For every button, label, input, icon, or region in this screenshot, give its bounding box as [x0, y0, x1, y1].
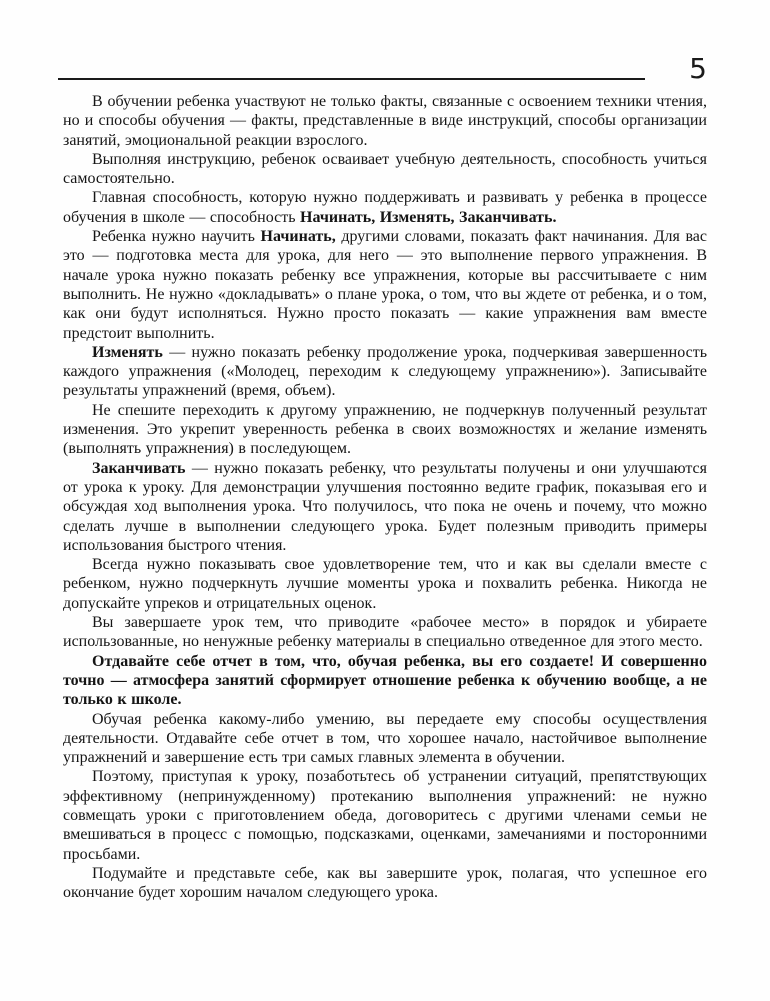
text-run: — нужно показать ребенку продолжение урока, подчеркивая завершенность каждого упражнения («Молодец, переходим к следующему упражнению»). Записывайте результаты упражнений (время, объем).	[63, 343, 707, 400]
paragraph	[63, 652, 707, 710]
paragraph	[63, 227, 707, 343]
page-number: 5	[689, 52, 707, 85]
text-run: Вы завершаете урок тем, что приводите «рабочее место» в порядок и убираете использованные, но ненужные ребенку материалы в специально отведенное для этого место.	[63, 614, 707, 651]
paragraph	[63, 767, 707, 863]
bold-text-run: Начинать,	[260, 228, 336, 246]
text-run: Всегда нужно показывать свое удовлетворение тем, что и как вы сделали вместе с ребенком, нужно подчеркнуть лучшие моменты урока и похвалить ребенка. Никогда не допускайте упреков и отрицательных оценок.	[63, 556, 707, 612]
paragraph	[63, 401, 707, 459]
text-run: Подумайте и представьте себе, как вы завершите урок, полагая, что успешное его окончание будет хорошим началом следующего урока.	[63, 864, 707, 902]
text-run: другими словами, показать факт начинания. Для вас это — подготовка места для урока, для него — это выполнение первого упражнения. В начале урока нужно показать ребенку все упражнения, которые вы рассчитываете с ним выполнить. Не нужно «докладывать» о плане урока, о том, что вы ждете от ребенка, и о том, как они будут исполняться. Нужно просто показать — какие упражнения вам вместе предстоит выполнить.	[63, 228, 708, 342]
header-rule	[58, 78, 645, 80]
paragraph	[63, 613, 707, 652]
paragraph	[63, 555, 707, 613]
bold-text-run: Изменять	[92, 343, 163, 361]
text-run: Обучая ребенка какому-либо умению, вы передаете ему способы осуществления деятельности. Отдавайте себе отчет в том, что хорошее начало, настойчивое выполнение упражнений и завершение есть три самых главных элемента в обучении.	[63, 710, 707, 767]
text-run: Поэтому, приступая к уроку, позаботьтесь об устранении ситуаций, препятствующих эффективному (непринужденному) протеканию выполнения упражнений: не нужно совмещать уроки с приготовлением обеда, договоритесь с другими членами семьи не вмешиваться в процесс с помощью, подсказками, оценками, замечаниями и посторонними просьбами.	[63, 768, 707, 863]
bold-text-run: Отдавайте себе отчет в том, что, обучая ребенка, вы его создаете! И совершенно точно — атмосфера занятий сформирует отношение ребенка к обучению вообще, а не только к школе.	[63, 652, 707, 709]
text-run: Главная способность, которую нужно поддерживать и развивать у ребенка в процессе обучения в школе — способность	[63, 189, 707, 226]
text-run: Выполняя инструкцию, ребенок осваивает учебную деятельность, способность учиться самостоятельно.	[63, 150, 707, 188]
bold-text-run: Начинать, Изменять, Заканчивать.	[300, 208, 557, 226]
text-run: — нужно показать ребенку, что результаты получены и они улучшаются от урока к уроку. Для демонстрации улучшения постоянно ведите график, показывая его и обсуждая ход выполнения урока. Что получилось, что пока не очень и почему, что можно сделать лучше в выполнении следующего урока. Будет полезным приводить примеры использования быстрого чтения.	[63, 459, 707, 554]
paragraph	[63, 710, 707, 768]
paragraph	[63, 343, 707, 401]
text-run: Не спешите переходить к другому упражнению, не подчеркнув полученный результат изменения. Это укрепит уверенность ребенка в своих возможностях и желание изменять (выполнять упражнения) в последующем.	[63, 401, 707, 458]
bold-text-run: Заканчивать	[92, 459, 186, 477]
paragraph	[63, 150, 707, 189]
paragraph	[63, 92, 707, 150]
text-run: Ребенка нужно научить	[92, 228, 261, 246]
text-run: В обучении ребенка участвуют не только факты, связанные с освоением техники чтения, но и способы обучения — факты, представленные в виде инструкций, способы организации занятий, эмоциональной реакции взрослого.	[63, 93, 707, 149]
paragraph	[63, 459, 707, 555]
body-text-block	[63, 92, 707, 902]
paragraph	[63, 864, 707, 903]
paragraph	[63, 188, 707, 227]
